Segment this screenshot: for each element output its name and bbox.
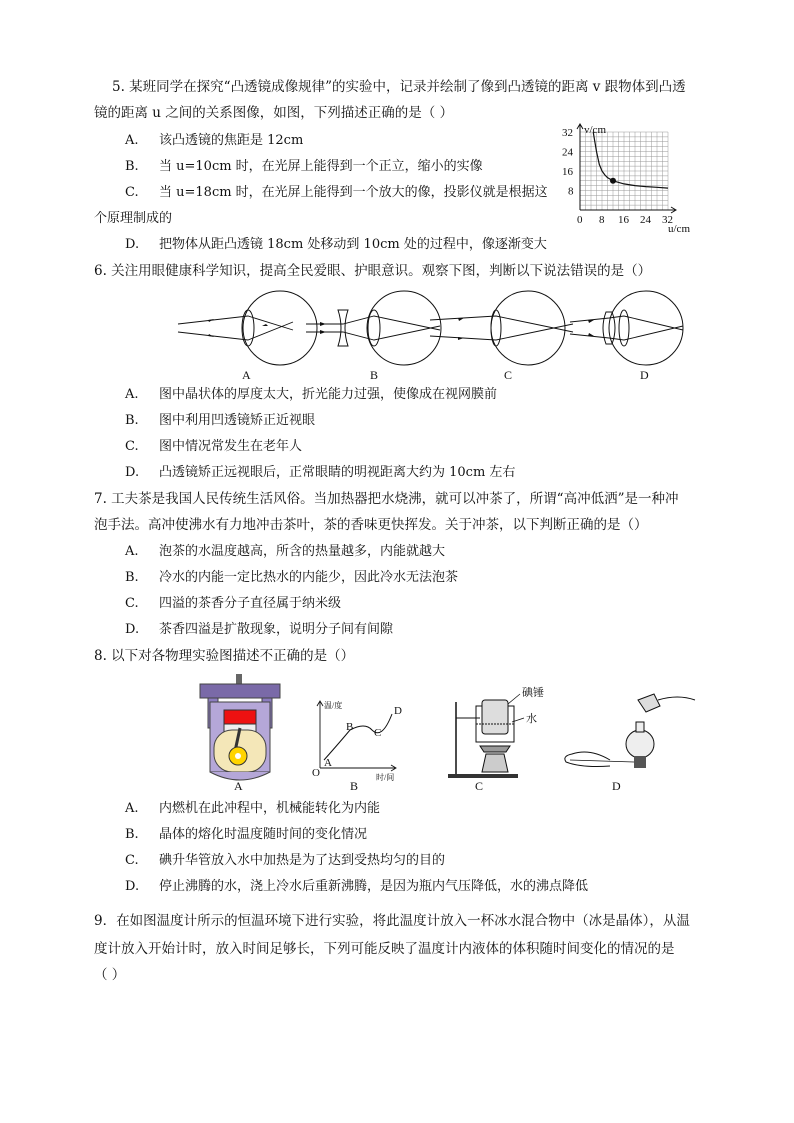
option-text: 凸透镜矫正远视眼后，正常眼睛的明视距离大约为 10cm 左右 — [159, 465, 516, 480]
q5-option-c[interactable] — [125, 184, 548, 202]
chart-grid — [580, 132, 668, 210]
q5-stem-line1: 5. 某班同学在探究“凸透镜成像规律”的实验中，记录并绘制了像到凸透镜的距离 v 跟物体到凸透 — [112, 79, 686, 95]
q7-option-b[interactable] — [125, 569, 458, 587]
exp-label-d: D — [612, 779, 621, 793]
x-tick-label: 24 — [640, 214, 651, 226]
option-label: C. — [125, 853, 139, 868]
q6-eye-figure — [178, 286, 698, 386]
x-tick-label: 8 — [599, 214, 605, 226]
label-water: 水 — [526, 713, 537, 725]
graph-point-o: O — [312, 767, 320, 779]
q6-option-d[interactable] — [125, 464, 515, 482]
option-label: D. — [125, 237, 140, 252]
option-text: 该凸透镜的焦距是 12cm — [159, 133, 304, 148]
eye-diagram-a — [178, 291, 317, 365]
option-text: 晶体的熔化时温度随时间的变化情况 — [159, 827, 368, 842]
q5-vu-chart — [550, 120, 690, 240]
eye-label-c: C — [504, 368, 513, 382]
graph-point-d: D — [394, 705, 402, 717]
q7-stem-line2: 泡手法。高冲使沸水有力地冲击茶叶，茶的香味更快挥发。关于冲茶，以下判断正确的是（） — [94, 517, 648, 533]
eye-diagram-d — [570, 291, 683, 365]
q5-option-d[interactable] — [125, 236, 547, 254]
option-text: 四溢的茶香分子直径属于纳米级 — [159, 596, 342, 611]
option-label: A. — [125, 544, 139, 559]
eye-diagram-b — [306, 291, 441, 365]
option-text: 内燃机在此冲程中，机械能转化为内能 — [159, 801, 381, 816]
engine-diagram-a — [200, 674, 280, 793]
q8-option-d[interactable] — [125, 878, 588, 896]
q8-stem: 8. 以下对各物理实验图描述不正确的是（） — [94, 648, 355, 664]
chart-ylabel: v/cm — [584, 124, 606, 136]
flask-apparatus-d — [565, 694, 695, 793]
option-text: 把物体从距凸透镜 18cm 处移动到 10cm 处的过程中，像逐渐变大 — [159, 237, 547, 252]
graph-point-b: B — [346, 721, 354, 733]
chart-axes — [577, 124, 676, 213]
option-text: 图中情况常发生在老年人 — [159, 439, 303, 454]
chart-marker-point — [610, 178, 616, 184]
q8-option-b[interactable] — [125, 826, 367, 844]
graph-point-a: A — [324, 757, 332, 769]
q6-option-b[interactable] — [125, 412, 315, 430]
q7-option-c[interactable] — [125, 595, 341, 613]
q9-stem-line3: （ ） — [94, 967, 126, 983]
option-label: B. — [125, 570, 139, 585]
option-text: 当 u=10cm 时，在光屏上能得到一个正立，缩小的实像 — [159, 159, 483, 174]
option-label: A. — [125, 133, 139, 148]
option-text: 当 u=18cm 时，在光屏上能得到一个放大的像，投影仪就是根据这 — [159, 185, 548, 200]
q7-stem-line1: 7. 工夫茶是我国人民传统生活风俗。当加热器把水烧沸，就可以冲茶了，所谓“高冲低洒”是一种冲 — [94, 491, 679, 507]
melting-graph-b — [312, 700, 402, 793]
option-label: B. — [125, 827, 139, 842]
q6-option-a[interactable] — [125, 386, 497, 404]
q6-stem: 6. 关注用眼健康科学知识，提高全民爱眼、护眼意识。观察下图，判断以下说法错误的是（） — [94, 263, 652, 279]
graph-point-c: C — [374, 727, 382, 739]
q7-option-a[interactable] — [125, 543, 445, 561]
graph-xlabel: 时/间 — [376, 773, 395, 782]
option-label: A. — [125, 387, 139, 402]
label-iodine-tube: 碘锤 — [522, 687, 544, 699]
option-label: B. — [125, 413, 139, 428]
y-tick-label: 8 — [568, 185, 574, 198]
q5-option-a[interactable] — [125, 132, 303, 150]
q6-option-c[interactable] — [125, 438, 302, 456]
exp-label-a: A — [234, 779, 243, 793]
x-tick-label: 32 — [662, 214, 673, 226]
option-text: 泡茶的水温度越高，所含的热量越多，内能就越大 — [159, 544, 446, 559]
option-text: 茶香四溢是扩散现象，说明分子间有间隙 — [159, 622, 394, 637]
option-text: 碘升华管放入水中加热是为了达到受热均匀的目的 — [159, 853, 446, 868]
q5-option-b[interactable] — [125, 158, 483, 176]
q7-option-d[interactable] — [125, 621, 393, 639]
option-label: C. — [125, 439, 139, 454]
y-tick-label: 32 — [562, 127, 573, 139]
option-text: 图中利用凹透镜矫正近视眼 — [159, 413, 316, 428]
option-text: 停止沸腾的水，浇上冷水后重新沸腾，是因为瓶内气压降低，水的沸点降低 — [159, 879, 589, 894]
option-label: B. — [125, 159, 139, 174]
iodine-apparatus-c — [448, 685, 544, 793]
x-axis — [580, 207, 676, 213]
eye-label-a: A — [242, 368, 251, 382]
q5-stem-line2: 镜的距离 u 之间的关系图像，如图，下列描述正确的是（ ） — [94, 105, 454, 121]
q9-stem-line2: 度计放入开始计时，放入时间足够长，下列可能反映了温度计内液体的体积随时间变化的情况的是 — [94, 941, 675, 957]
q5-option-c-cont: 个原理制成的 — [94, 211, 173, 226]
option-text: 图中晶状体的厚度太大，折光能力过强，使像成在视网膜前 — [159, 387, 498, 402]
y-tick-label: 16 — [562, 166, 573, 178]
exp-label-b: B — [350, 779, 359, 793]
option-label: C. — [125, 596, 139, 611]
eye-label-d: D — [640, 368, 649, 382]
option-label: D. — [125, 465, 140, 480]
chart-xlabel: u/cm — [668, 223, 690, 235]
eye-diagram-c — [430, 291, 573, 365]
eye-label-b: B — [370, 368, 379, 382]
option-label: D. — [125, 879, 140, 894]
q8-option-c[interactable] — [125, 852, 445, 870]
option-label: A. — [125, 801, 139, 816]
exp-label-c: C — [475, 779, 484, 793]
x-tick-label: 16 — [618, 214, 629, 226]
q9-stem-line1: 9．在如图温度计所示的恒温环境下进行实验，将此温度计放入一杯冰水混合物中（冰是晶体），从温 — [94, 913, 690, 929]
x-tick-label: 0 — [577, 214, 583, 226]
q8-experiment-figure — [190, 672, 700, 794]
y-tick-label: 24 — [562, 146, 573, 159]
option-label: D. — [125, 622, 140, 637]
option-text: 冷水的内能一定比热水的内能少，因此冷水无法泡茶 — [159, 570, 459, 585]
q8-option-a[interactable] — [125, 800, 380, 818]
graph-ylabel: 温/度 — [324, 701, 343, 710]
option-label: C. — [125, 185, 139, 200]
